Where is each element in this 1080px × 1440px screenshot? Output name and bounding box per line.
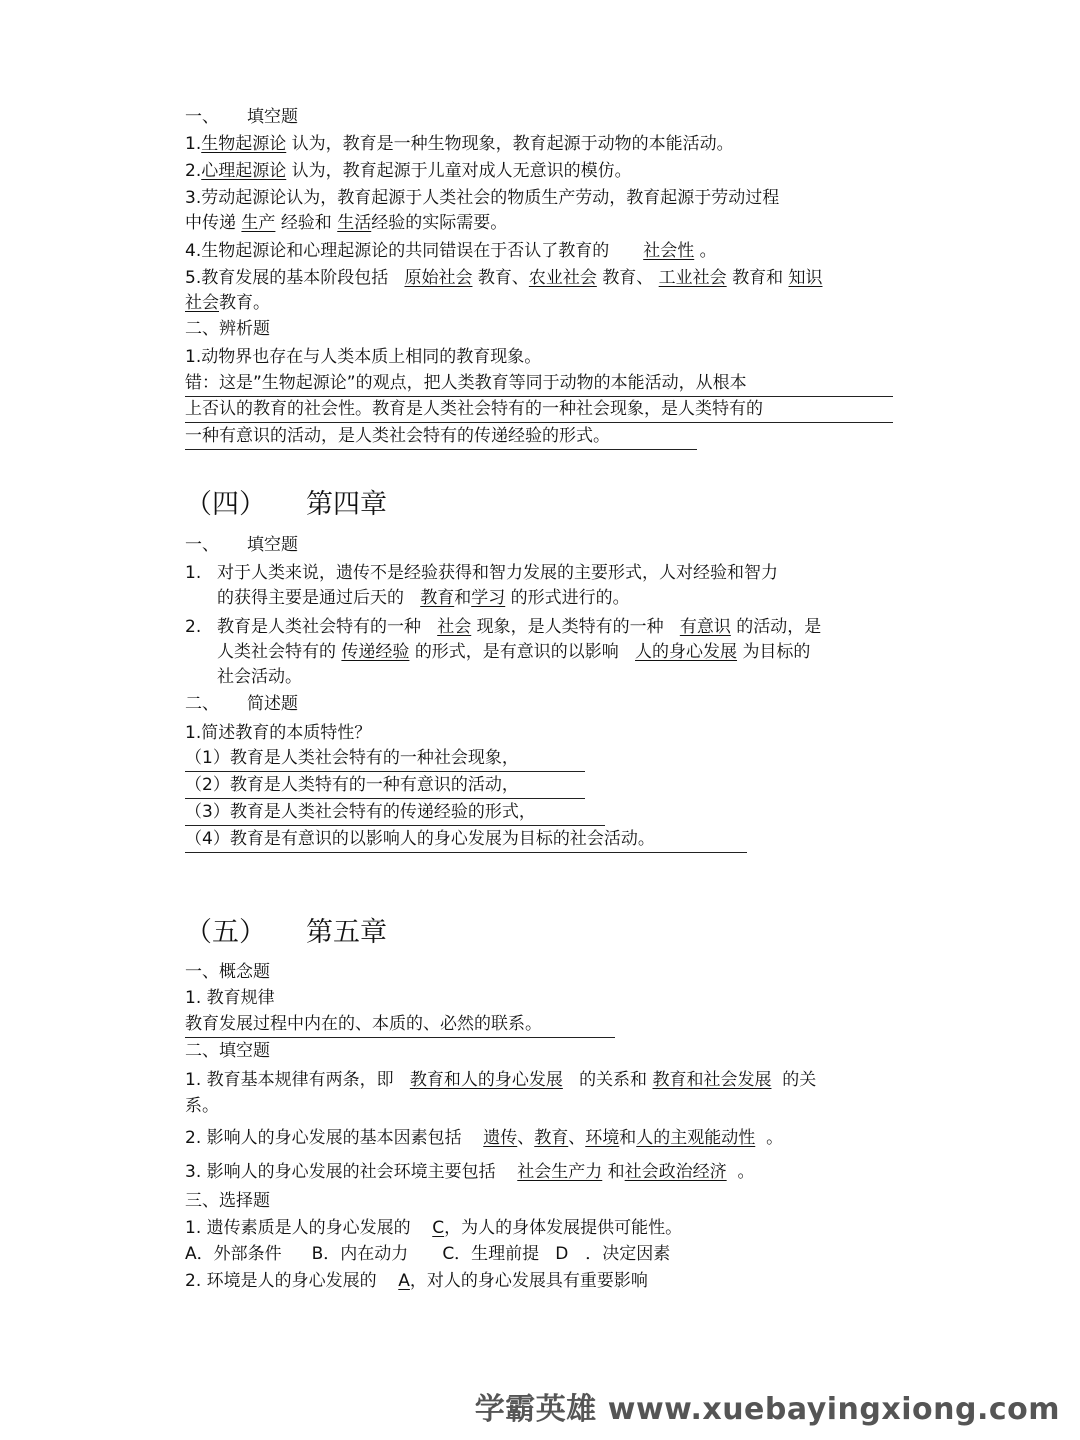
- fill-question: 2.心理起源论 认为，教育起源于儿童对成人无意识的模仿。: [185, 161, 632, 181]
- answer-blank: 工业社会: [658, 268, 727, 288]
- analysis-answer-line: 错：这是”生物起源论”的观点，把人类教育等同于动物的本能活动，从根本: [185, 372, 893, 397]
- fill-question-cont: 系。: [185, 1096, 219, 1116]
- choice-option: B．内在动力: [311, 1244, 409, 1264]
- answer-blank: 社会: [437, 617, 472, 637]
- answer-blank: 教育和社会发展: [652, 1070, 772, 1090]
- analysis-answer-line: 上否认的教育的社会性。教育是人类社会特有的一种社会现象，是人类特有的: [185, 398, 893, 423]
- answer-blank: 教育和人的身心发展: [409, 1070, 563, 1090]
- answer-blank: 遗传: [483, 1128, 518, 1148]
- analysis-answer-line: 一种有意识的活动，是人类社会特有的传递经验的形式。: [185, 425, 697, 450]
- fill-question: 5.教育发展的基本阶段包括 原始社会 教育、农业社会 教育、 工业社会 教育和 知识: [185, 268, 823, 288]
- short-answer-line: （3）教育是人类社会特有的传递经验的形式，: [185, 801, 605, 826]
- section-heading-fill: 一、 填空题: [185, 107, 298, 127]
- answer-blank: 传递经验: [341, 642, 410, 662]
- choice-question: 1. 遗传素质是人的身心发展的 C，为人的身体发展提供可能性。: [185, 1218, 683, 1238]
- answer-blank: 农业社会: [528, 268, 597, 288]
- answer-blank: 心理起源论: [201, 161, 287, 181]
- short-question: 1.简述教育的本质特性？: [185, 723, 372, 743]
- answer-blank: 生物起源论: [201, 134, 287, 154]
- answer-blank: 生活: [337, 213, 372, 233]
- answer-blank: C: [432, 1218, 445, 1238]
- answer-blank: 社会性: [643, 241, 695, 261]
- concept-question: 1. 教育规律: [185, 988, 275, 1008]
- fill-question-cont: 人类社会特有的 传递经验 的形式，是有意识的以影响 人的身心发展 为目标的: [217, 642, 811, 662]
- choice-question: 2. 环境是人的身心发展的 A，对人的身心发展具有重要影响: [185, 1271, 648, 1291]
- short-answer-line: （2）教育是人类特有的一种有意识的活动，: [185, 774, 585, 799]
- fill-question: 3. 影响人的身心发展的社会环境主要包括 社会生产力 和社会政治经济 。: [185, 1162, 755, 1182]
- analysis-question: 1.动物界也存在与人类本质上相同的教育现象。: [185, 347, 542, 367]
- chapter-title: （五） 第五章: [185, 917, 387, 948]
- section-heading-fill: 二、填空题: [185, 1041, 270, 1061]
- fill-question-cont: 的获得主要是通过后天的 教育和学习 的形式进行的。: [217, 588, 630, 608]
- site-watermark: 学霸英雄 www.xuebayingxiong.com: [474, 1392, 1060, 1427]
- answer-blank: 环境: [585, 1128, 620, 1148]
- answer-blank: 人的主观能动性: [636, 1128, 756, 1148]
- fill-question: 4.生物起源论和心理起源论的共同错误在于否认了教育的 社会性 。: [185, 241, 717, 261]
- fill-question-cont: 社会教育。: [185, 293, 270, 313]
- answer-blank: 社会: [185, 293, 219, 313]
- question-number: 1.: [185, 563, 202, 583]
- question-number: 2.: [185, 617, 202, 637]
- fill-question: 教育是人类社会特有的一种 社会 现象，是人类特有的一种 有意识 的活动，是: [217, 617, 822, 637]
- fill-question: 对于人类来说，遗传不是经验获得和智力发展的主要形式，人对经验和智力: [217, 563, 778, 583]
- answer-blank: 有意识: [679, 617, 731, 637]
- answer-blank: 生产: [241, 213, 276, 233]
- answer-blank: A: [398, 1271, 410, 1291]
- fill-question: 3.劳动起源论认为，教育起源于人类社会的物质生产劳动，教育起源于劳动过程: [185, 188, 780, 208]
- fill-question-cont: 中传递 生产 经验和 生活经验的实际需要。: [185, 213, 508, 233]
- answer-blank: 学习: [471, 588, 506, 608]
- answer-blank: 原始社会: [404, 268, 473, 288]
- answer-blank: 社会政治经济: [624, 1162, 727, 1182]
- fill-question-cont: 社会活动。: [217, 667, 302, 687]
- fill-question: 1. 教育基本规律有两条，即 教育和人的身心发展 的关系和 教育和社会发展 的关: [185, 1070, 817, 1090]
- answer-blank: 人的身心发展: [635, 642, 738, 662]
- answer-blank: 教育: [534, 1128, 569, 1148]
- choice-option: C．生理前提: [442, 1244, 540, 1264]
- answer-blank: 社会生产力: [517, 1162, 603, 1182]
- choice-options: [185, 1243, 670, 1265]
- fill-question: 2. 影响人的身心发展的基本因素包括 遗传、教育、环境和人的主观能动性 。: [185, 1128, 784, 1148]
- short-answer-line: （4）教育是有意识的以影响人的身心发展为目标的社会活动。: [185, 828, 747, 853]
- section-heading-analysis: 二、辨析题: [185, 319, 270, 339]
- short-answer-line: （1）教育是人类社会特有的一种社会现象，: [185, 747, 585, 772]
- answer-blank: 知识: [788, 268, 823, 288]
- section-heading-choice: 三、选择题: [185, 1191, 270, 1211]
- section-heading-concept: 一、概念题: [185, 962, 270, 982]
- chapter-title: （四） 第四章: [185, 489, 387, 520]
- fill-question: 1.生物起源论 认为，教育是一种生物现象，教育起源于动物的本能活动。: [185, 134, 734, 154]
- choice-option: A．外部条件: [185, 1244, 282, 1264]
- concept-answer-line: 教育发展过程中内在的、本质的、必然的联系。: [185, 1013, 615, 1038]
- section-heading-fill: 一、 填空题: [185, 535, 298, 555]
- section-heading-short: 二、 简述题: [185, 694, 298, 714]
- answer-blank: 教育: [420, 588, 455, 608]
- choice-option: D ．决定因素: [555, 1244, 671, 1264]
